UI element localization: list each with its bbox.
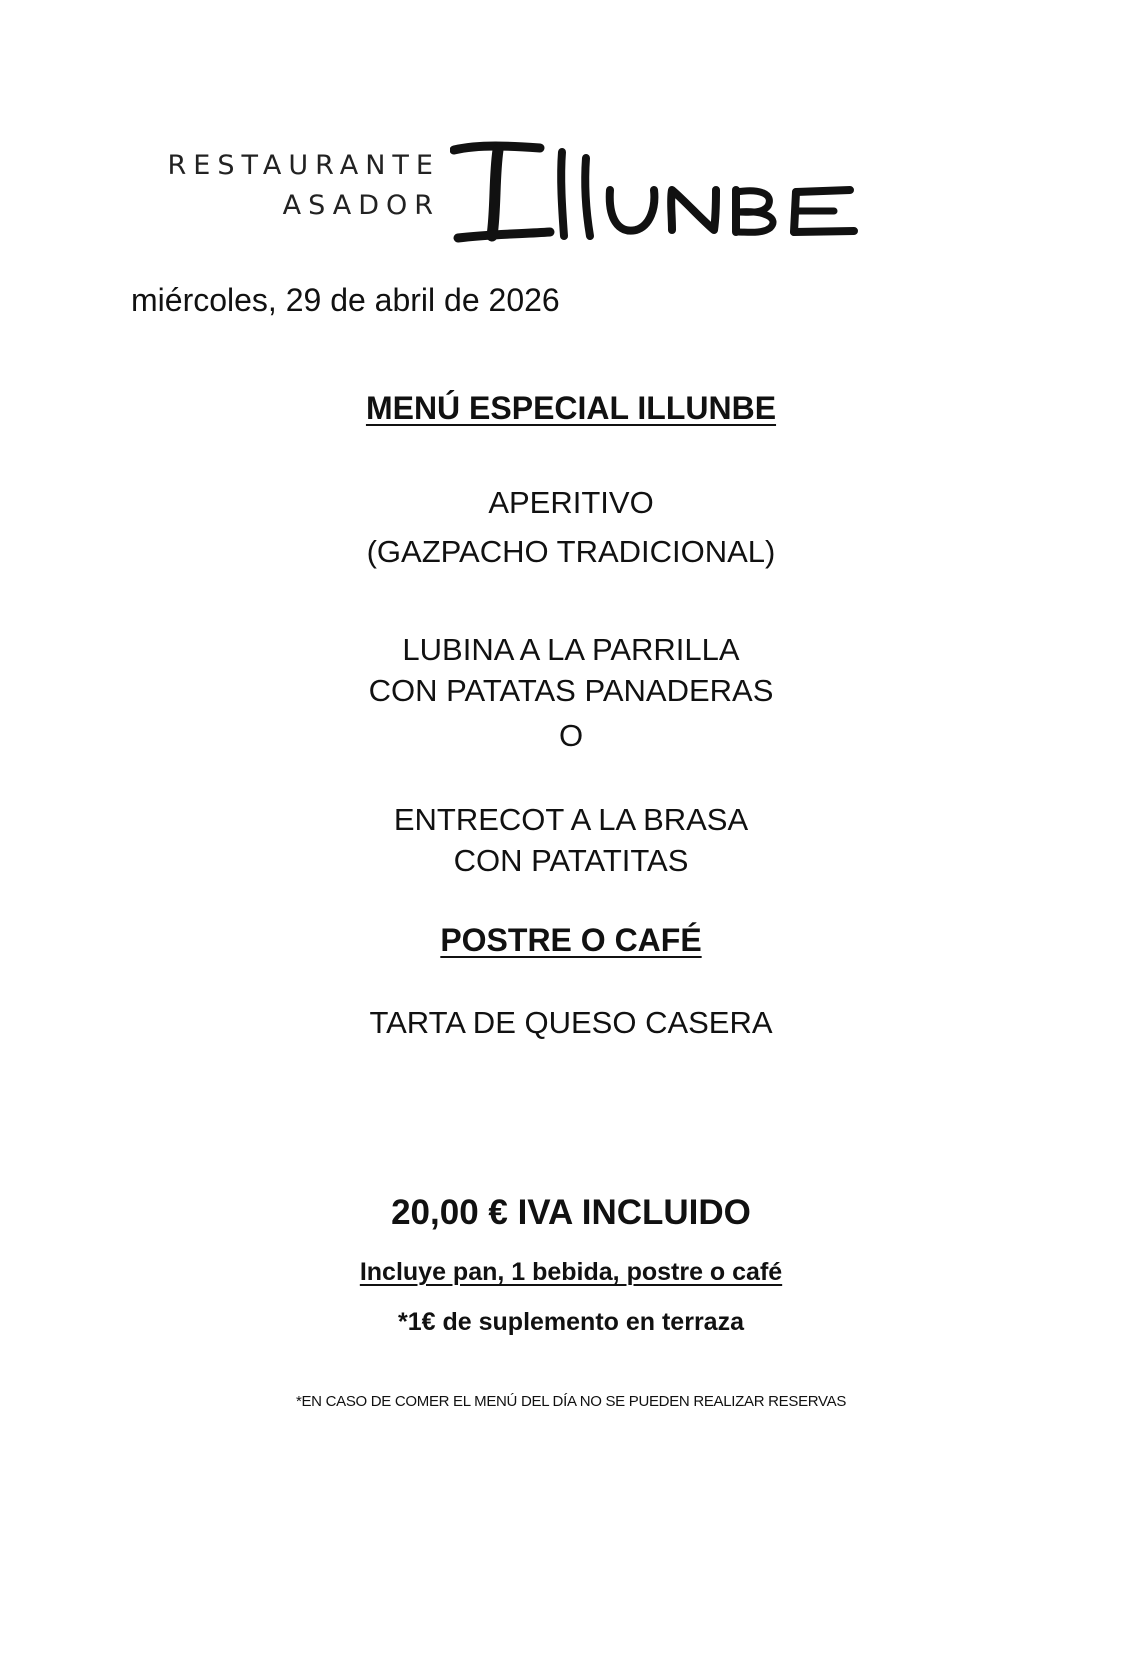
logo-asador-text: ASADOR — [282, 190, 440, 221]
or-separator: O — [558, 718, 584, 753]
dessert-heading: POSTRE O CAFÉ — [440, 922, 702, 958]
menu-price: 20,00 € IVA INCLUIDO — [391, 1193, 751, 1232]
terrace-surcharge: *1€ de suplemento en terraza — [398, 1308, 744, 1336]
aperitivo-label: APERITIVO — [488, 485, 654, 520]
main-option-2-line2: CON PATATITAS — [453, 843, 689, 878]
illunbe-wordmark — [450, 138, 860, 258]
logo-restaurante-text: RESTAURANTE — [167, 150, 440, 181]
restaurant-logo — [140, 138, 860, 258]
main-option-2-line1: ENTRECOT A LA BRASA — [393, 802, 749, 837]
main-option-1-line2: CON PATATAS PANADERAS — [368, 673, 774, 708]
main-option-1-line1: LUBINA A LA PARRILLA — [402, 632, 740, 667]
menu-includes: Incluye pan, 1 bebida, postre o café — [359, 1258, 783, 1286]
dessert-item: TARTA DE QUESO CASERA — [369, 1005, 773, 1040]
menu-date: miércoles, 29 de abril de 2026 — [131, 282, 560, 318]
menu-title: MENÚ ESPECIAL ILLUNBE — [365, 390, 777, 426]
aperitivo-item: (GAZPACHO TRADICIONAL) — [366, 534, 776, 569]
reservation-footnote: *EN CASO DE COMER EL MENÚ DEL DÍA NO SE PUEDEN REALIZAR RESERVAS — [295, 1393, 847, 1410]
